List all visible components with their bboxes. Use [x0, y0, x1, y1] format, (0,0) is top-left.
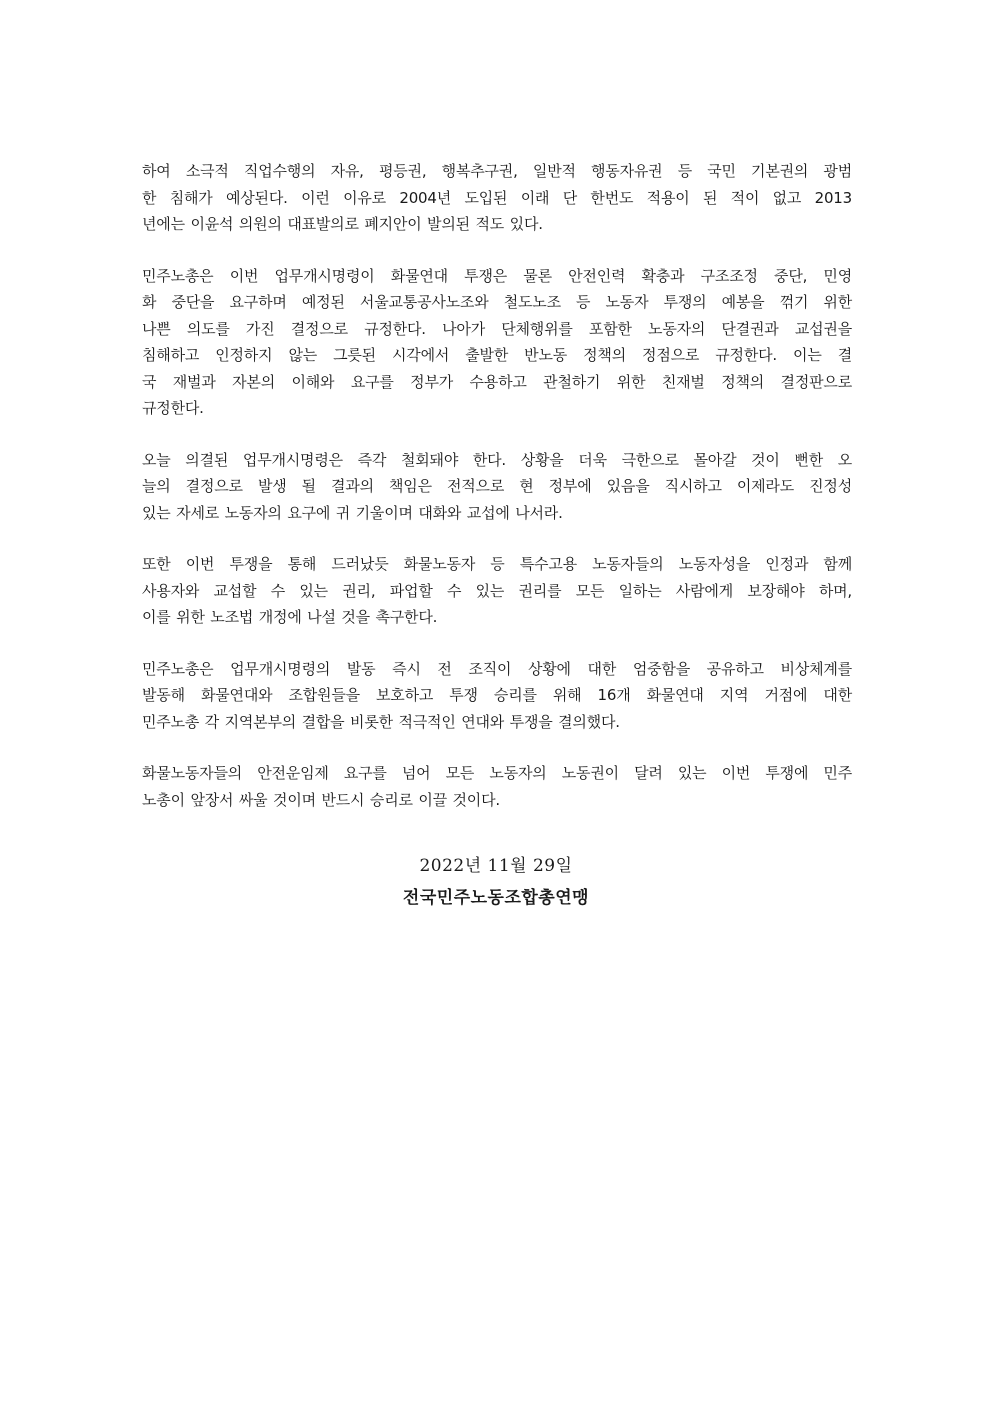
text-line: 침해하고 인정하지 않는 그릇된 시각에서 출발한 반노동 정책의 정점으로 규정한다. 이는 결	[142, 346, 852, 364]
text-line: 국 재벌과 자본의 이해와 요구를 정부가 수용하고 관철하기 위한 친재벌 정책의 결정판으로	[142, 372, 852, 391]
text-line: 년에는 이윤석 의원의 대표발의로 폐지안이 발의된 적도 있다.	[142, 215, 543, 233]
paragraph-kctu-position	[142, 263, 852, 422]
statement-date: 2022년 11월 29일	[419, 856, 573, 876]
text-line: 화 중단을 요구하며 예정된 서울교통공사노조와 철도노조 등 노동자 투쟁의 예봉을 꺾기 위한	[142, 293, 852, 311]
text-line: 사용자와 교섭할 수 있는 권리, 파업할 수 있는 권리를 모든 일하는 사람에게 보장해야 하며,	[142, 581, 852, 600]
text-line: 하여 소극적 직업수행의 자유, 평등권, 행복추구권, 일반적 행동자유권 등 국민 기본권의 광범	[142, 162, 852, 180]
text-line: 민주노총은 이번 업무개시명령이 화물연대 투쟁은 물론 안전인력 확충과 구조조정 중단, 민영	[142, 266, 852, 285]
paragraph-withdrawal-demand	[142, 447, 852, 527]
text-line: 오늘 의결된 업무개시명령은 즉각 철회돼야 한다. 상황을 더욱 극한으로 몰아갈 것이 뻔한 오	[142, 450, 852, 469]
issuing-organization: 전국민주노동조합총연맹	[402, 888, 590, 908]
statement-body	[142, 158, 852, 838]
text-line: 규정한다.	[142, 399, 204, 417]
text-line: 이를 위한 노조법 개정에 나설 것을 촉구한다.	[142, 608, 438, 626]
text-line: 민주노총 각 지역본부의 결합을 비롯한 적극적인 연대와 투쟁을 결의했다.	[142, 712, 620, 731]
text-line: 한 침해가 예상된다. 이런 이유로 2004년 도입된 이래 단 한번도 적용이 된 적이 없고 2013	[142, 188, 852, 207]
text-line: 나쁜 의도를 가진 결정으로 규정한다. 나아가 단체행위를 포함한 노동자의 단결권과 교섭권을	[142, 319, 852, 338]
statement-closing	[0, 850, 992, 914]
text-line: 늘의 결정으로 발생 될 결과의 책임은 전적으로 현 정부에 있음을 직시하고 이제라도 진정성	[142, 477, 852, 495]
paragraph-basic-rights	[142, 158, 852, 238]
text-line: 민주노총은 업무개시명령의 발동 즉시 전 조직이 상황에 대한 엄중함을 공유하고 비상체계를	[142, 659, 852, 678]
paragraph-labor-law-revision	[142, 551, 852, 631]
text-line: 화물노동자들의 안전운임제 요구를 넘어 모든 노동자의 노동권이 달려 있는 이번 투쟁에 민주	[142, 764, 852, 782]
text-line: 또한 이번 투쟁을 통해 드러났듯 화물노동자 등 특수고용 노동자들의 노동자성을 인정과 함께	[142, 555, 852, 573]
text-line: 노총이 앞장서 싸울 것이며 반드시 승리로 이끌 것이다.	[142, 790, 500, 809]
text-line: 발동해 화물연대와 조합원들을 보호하고 투쟁 승리를 위해 16개 화물연대 지역 거점에 대한	[142, 686, 852, 704]
text-line: 있는 자세로 노동자의 요구에 귀 기울이며 대화와 교섭에 나서라.	[142, 503, 563, 522]
paragraph-solidarity-resolution	[142, 656, 852, 736]
paragraph-final-pledge	[142, 760, 852, 813]
